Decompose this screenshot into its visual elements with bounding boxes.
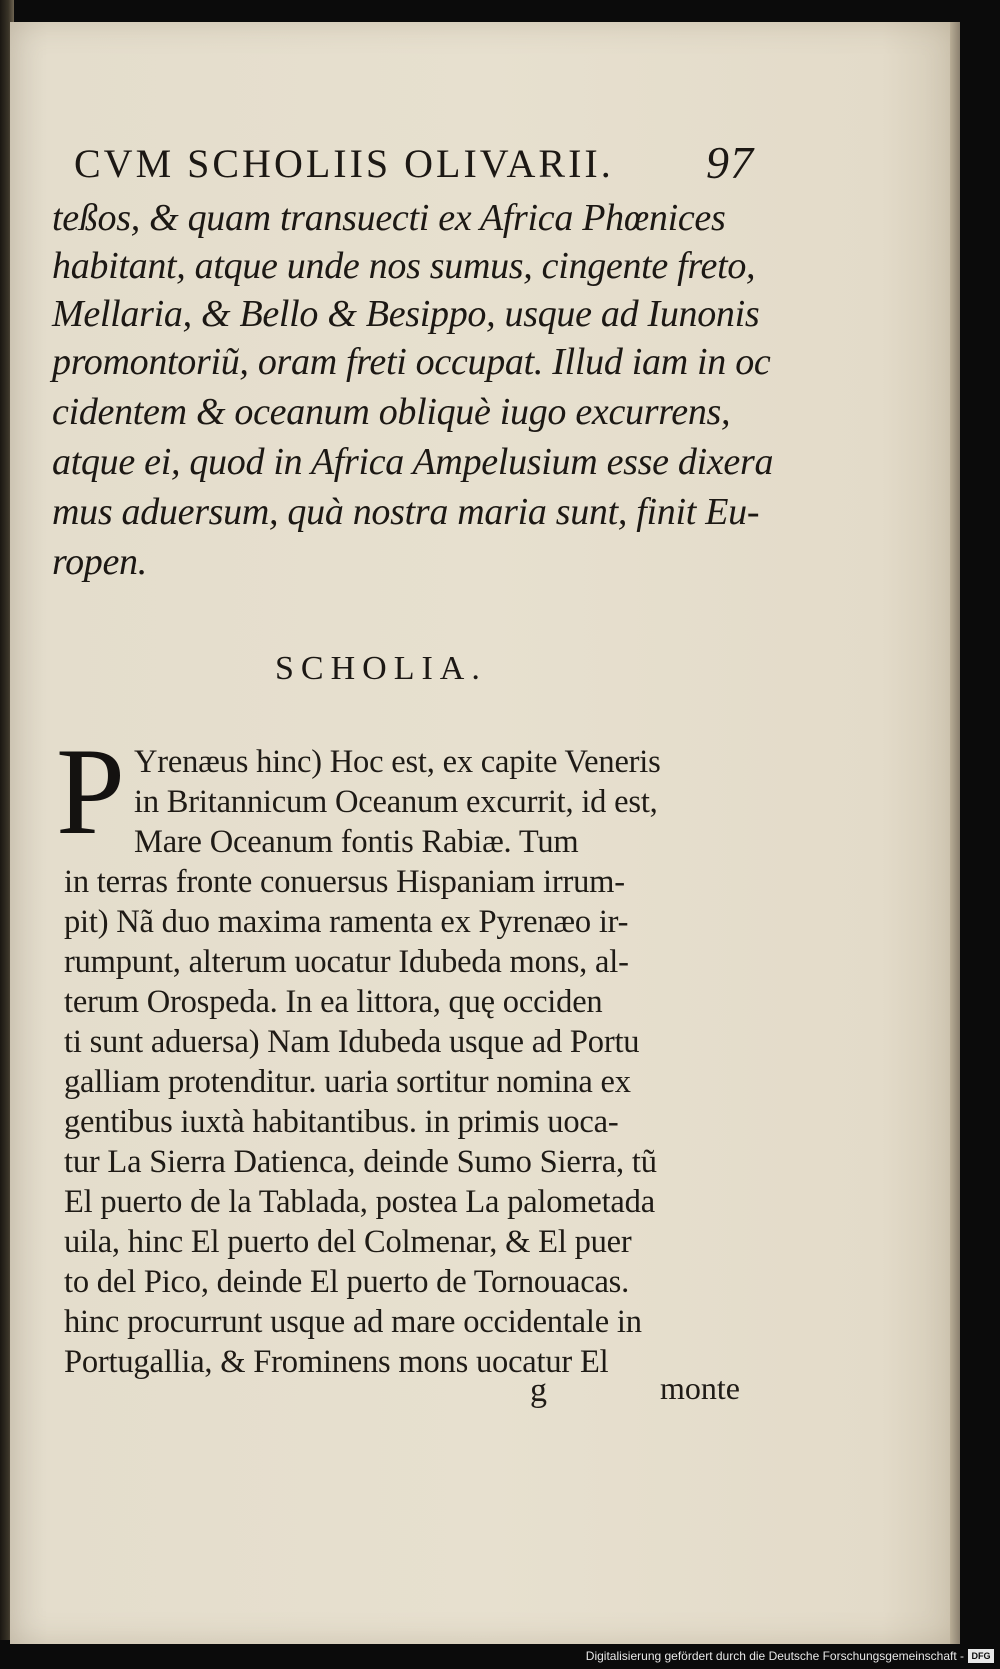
scholia-line: uila, hinc El puerto del Colmenar, & El puer [64, 1224, 632, 1260]
text-line: promontoriũ, oram freti occupat. Illud iam in oc [52, 341, 771, 383]
scholia-line: in Britannicum Oceanum excurrit, id est, [134, 784, 658, 820]
scholia-heading: SCHOLIA. [275, 650, 487, 687]
scholia-line: hinc procurrunt usque ad mare occidentale in [64, 1304, 642, 1340]
running-title: CVM SCHOLIIS OLIVARII. [74, 141, 614, 186]
scholia-line: terum Orospeda. In ea littora, quę occiden [64, 984, 603, 1020]
text-line: habitant, atque unde nos sumus, cingente freto, [52, 245, 756, 287]
scholia-line: gentibus iuxtà habitantibus. in primis uoca- [64, 1104, 619, 1140]
dfg-logo: DFG [968, 1649, 994, 1663]
text-line: atque ei, quod in Africa Ampelusium esse dixera [52, 441, 774, 483]
page-edge [950, 22, 960, 1644]
running-header [74, 137, 754, 190]
scholia-line: Portugallia, & Frominens mons uocatur El [64, 1344, 609, 1380]
scholia-line: rumpunt, alterum uocatur Idubeda mons, al- [64, 944, 629, 980]
scholia-line: tur La Sierra Datienca, deinde Sumo Sierra, tũ [64, 1144, 657, 1180]
scholia-line: Mare Oceanum fontis Rabiæ. Tum [134, 824, 579, 860]
digitization-credit: Digitalisierung gefördert durch die Deutsche Forschungsgemeinschaft - [585, 1649, 964, 1663]
drop-cap: P [56, 723, 125, 860]
catchword: monte [660, 1370, 740, 1406]
text-line: teßos, & quam transuecti ex Africa Phœnices [52, 197, 726, 239]
scholia-line: in terras fronte conuersus Hispaniam irrum- [64, 864, 625, 900]
scholia-line: galliam protenditur. uaria sortitur nomina ex [64, 1064, 631, 1100]
text-line: mus aduersum, quà nostra maria sunt, finit Eu- [52, 491, 760, 533]
scholia-line: ti sunt aduersa) Nam Idubeda usque ad Portu [64, 1024, 640, 1060]
text-line: Mellaria, & Bello & Besippo, usque ad Iunonis [52, 293, 760, 335]
scholia-line: El puerto de la Tablada, postea La palometada [64, 1184, 655, 1220]
text-line: ropen. [52, 541, 147, 583]
scholia-line: Yrenæus hinc) Hoc est, ex capite Veneris [134, 744, 661, 780]
scholia-line: pit) Nã duo maxima ramenta ex Pyrenæo ir- [64, 904, 629, 940]
text-line: cidentem & oceanum obliquè iugo excurrens, [52, 391, 731, 433]
scholia-line: to del Pico, deinde El puerto de Tornouacas. [64, 1264, 630, 1300]
page-number: 97 [706, 137, 754, 188]
signature-mark: g [530, 1372, 547, 1409]
